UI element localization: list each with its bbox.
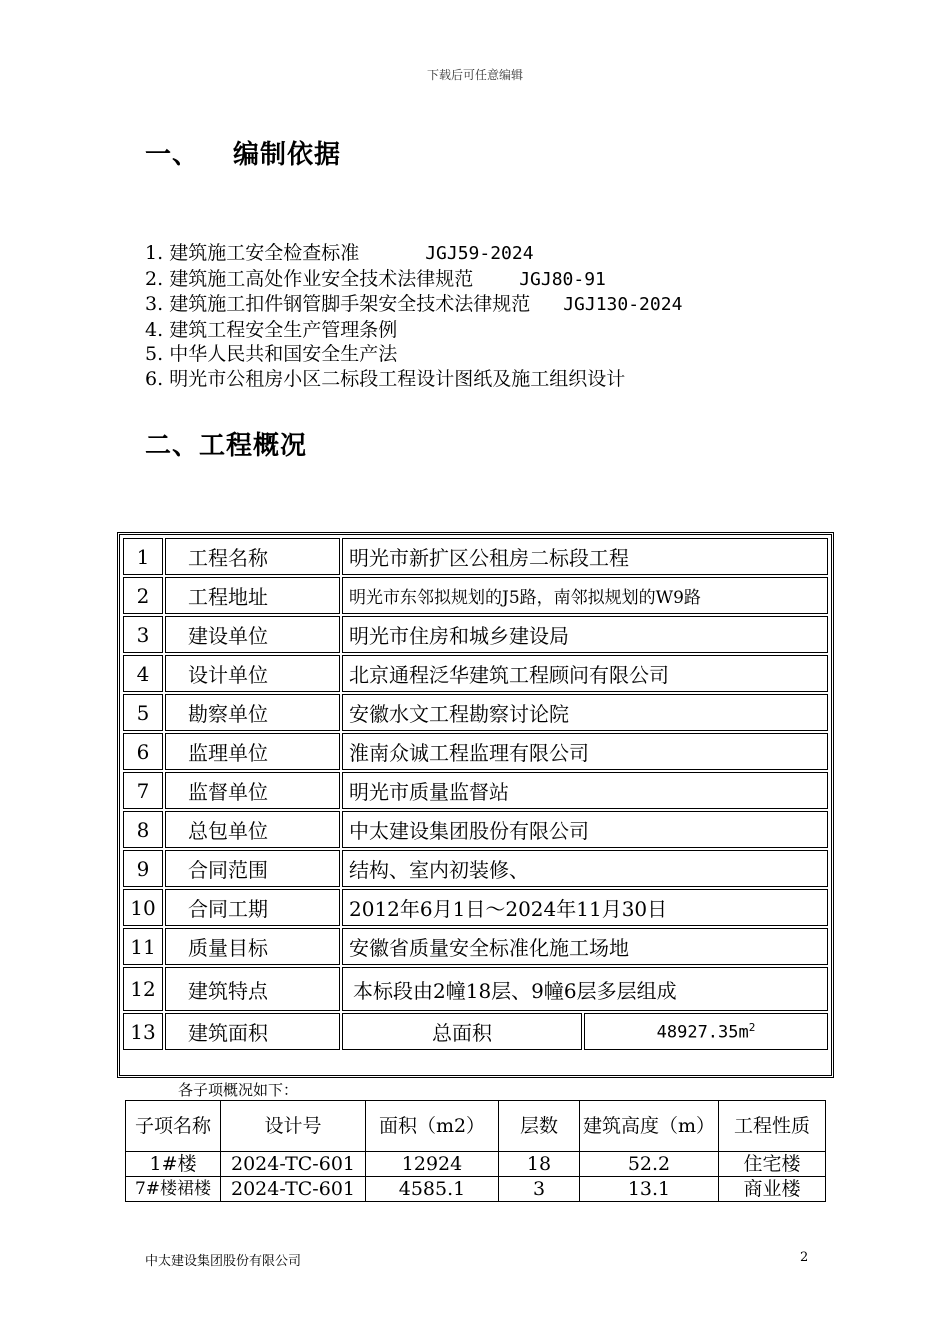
table-row: 4 设计单位 北京通程泛华建筑工程顾问有限公司	[123, 655, 828, 692]
table-row: 3 建设单位 明光市住房和城乡建设局	[123, 616, 828, 653]
table-row: 7 监督单位 明光市质量监督站	[123, 772, 828, 809]
table-row: 1 工程名称 明光市新扩区公租房二标段工程	[123, 538, 828, 575]
footer-company: 中太建设集团股份有限公司	[145, 1254, 302, 1269]
table-row: 13 建筑面积 总面积 $48927.35m^2$	[123, 1013, 828, 1050]
page-header: 下载后可任意编辑	[426, 68, 523, 82]
reference-list	[145, 241, 682, 391]
subitems-caption: 各子项概况如下：	[178, 1081, 299, 1099]
table-row: 9 合同范围 结构、室内初装修、	[123, 850, 828, 887]
reference-item: 5. 中华人民共和国安全生产法	[145, 343, 398, 365]
page-number: 2	[800, 1250, 809, 1265]
reference-item: 4. 建筑工程安全生产管理条例	[145, 318, 398, 341]
subitems-table	[125, 1100, 826, 1202]
table-row: 5 勘察单位 安徽水文工程勘察讨论院	[123, 694, 828, 731]
section-1-title: 编制依据	[233, 140, 342, 170]
section-1-number: 一、	[145, 140, 200, 170]
section-1-heading	[145, 134, 341, 171]
overview-table	[121, 536, 830, 1052]
table-row: 12 建筑特点 本标段由2幢18层、9幢6层多层组成	[123, 967, 828, 1011]
table-row: 11 质量目标 安徽省质量安全标准化施工场地	[123, 928, 828, 965]
table-row: 2 工程地址 明光市东邻拟规划的J5路，南邻拟规划的W9路	[123, 577, 828, 614]
reference-item: 6. 明光市公租房小区二标段工程设计图纸及施工组织设计	[145, 367, 626, 390]
reference-item: 2. 建筑施工高处作业安全技术法律规范 JGJ80-91	[145, 267, 606, 290]
table-header-row: 子项名称 设计号 面积（m2） 层数 建筑高度（m） 工程性质	[126, 1101, 826, 1152]
reference-item: 3. 建筑施工扣件钢管脚手架安全技术法律规范 JGJ130-2024	[145, 293, 683, 315]
total-area-value: $48927.35m^2$	[584, 1013, 828, 1050]
section-2-heading: 二、工程概况	[145, 431, 308, 461]
table-row: 7#楼裙楼 2024-TC-601 4585.1 3 13.1 商业楼	[126, 1177, 826, 1202]
table-row: 8 总包单位 中太建设集团股份有限公司	[123, 811, 828, 848]
table-row: 10 合同工期 2012年6月1日～2024年11月30日	[123, 889, 828, 926]
reference-item: 1. 建筑施工安全检查标准 JGJ59-2024	[145, 242, 534, 264]
table-row: 6 监理单位 淮南众诚工程监理有限公司	[123, 733, 828, 770]
table-row: 1#楼 2024-TC-601 12924 18 52.2 住宅楼	[126, 1152, 826, 1177]
